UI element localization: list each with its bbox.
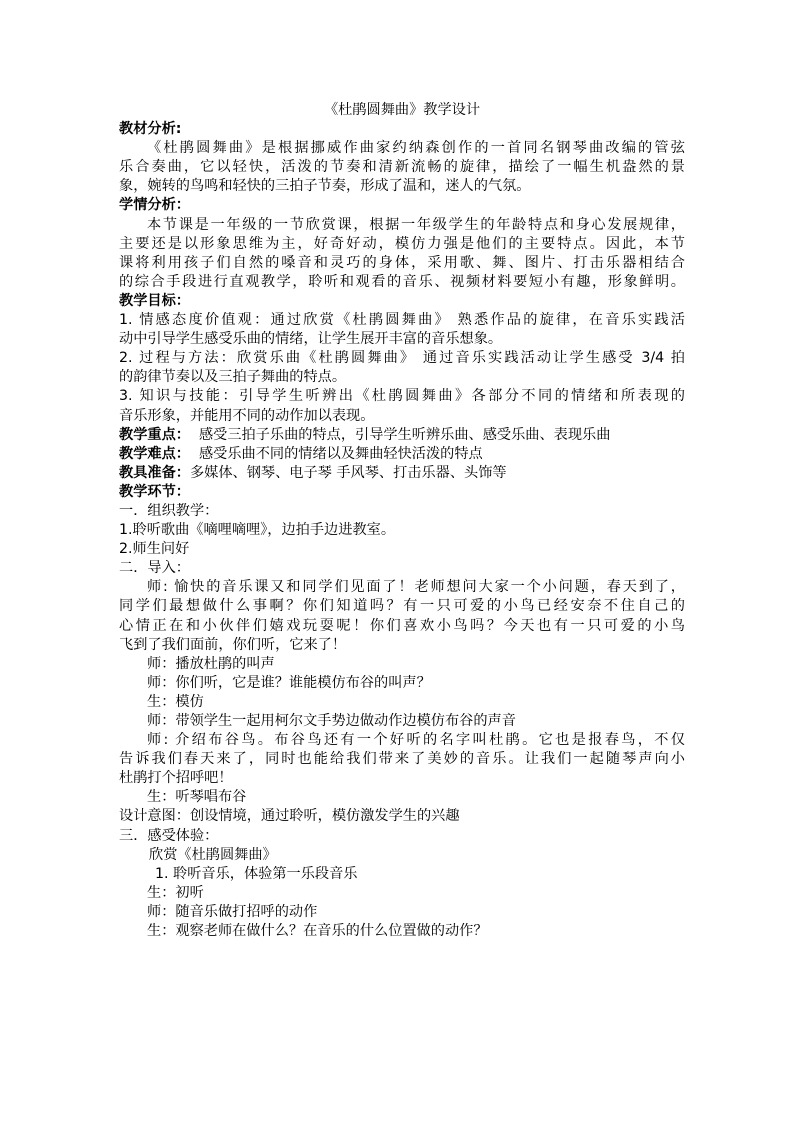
document-page: [119, 101, 685, 941]
text-line: 欣赏《杜鹃圆舞曲》: [149, 846, 277, 863]
section-text: 感受三拍子乐曲的特点，引导学生听辨乐曲、感受乐曲、表现乐曲: [189, 426, 611, 443]
text-line: 生：模仿: [147, 693, 204, 710]
text-line: 主要还是以形象思维为主，好奇好动，模仿力强是他们的主要特点。因此，本节: [119, 235, 685, 252]
text-line: 乐合奏曲，它以轻快，活泼的节奏和清新流畅的旋律，描绘了一幅生机盎然的景: [119, 159, 685, 176]
text-line: 三．感受体验：: [119, 827, 219, 844]
text-line: 2.师生问好: [119, 541, 190, 558]
text-line: 飞到了我们面前，你们听，它来了！: [119, 636, 347, 653]
text-line: 动中引导学生感受乐曲的情绪，让学生展开丰富的音乐想象。: [119, 331, 503, 348]
text-line: 二．导入：: [119, 560, 190, 577]
text-line: 象，婉转的鸟鸣和轻快的三拍子节奏，形成了温和，迷人的气氛。: [119, 178, 531, 195]
text-line: 本节课是一年级的一节欣赏课，根据一年级学生的年龄特点和身心发展规律，: [147, 216, 685, 233]
text-line: 1.聆听歌曲《嘀哩嘀哩》，边拍手边进教室。: [119, 522, 396, 539]
section-text: 多媒体、钢琴、电子琴 手风琴、打击乐器、头饰等: [189, 464, 507, 481]
text-line: 教学目标：: [119, 292, 190, 309]
text-line: [119, 426, 685, 445]
text-line: 同学们最想做什么事啊？你们知道吗？有一只可爱的小鸟已经安奈不住自己的: [119, 598, 685, 615]
text-line: 师: 愉快的音乐课又和同学们见面了！老师想问大家一个小问题，春天到了，: [147, 579, 685, 596]
text-line: 设计意图：创设情境，通过聆听，模仿激发学生的兴趣: [119, 808, 460, 825]
text-line: [119, 464, 685, 483]
section-label: 教具准备：: [119, 464, 190, 481]
text-line: 学情分析：: [119, 197, 190, 214]
section-text: 感受乐曲不同的情绪以及舞曲轻快活泼的特点: [189, 445, 483, 462]
text-line: 1. 情感态度价值观：通过欣赏《杜鹃圆舞曲》 熟悉作品的旋律，在音乐实践活: [119, 312, 685, 329]
text-line: 心情正在和小伙伴们嬉戏玩耍呢！你们喜欢小鸟吗？今天也有一只可爱的小鸟: [119, 617, 685, 634]
text-line: 的韵律节奏以及三拍子舞曲的特点。: [119, 369, 347, 386]
text-line: 生：听琴唱布谷: [147, 789, 247, 806]
text-line: 杜鹃打个招呼吧！: [119, 770, 233, 787]
text-line: 《杜鹃圆舞曲》是根据挪威作曲家约纳森创作的一首同名钢琴曲改编的管弦: [147, 140, 685, 157]
text-line: 师：带领学生一起用柯尔文手势边做动作边模仿布谷的声音: [147, 713, 516, 729]
document-title: 《杜鹃圆舞曲》教学设计: [323, 102, 481, 118]
text-line: 2. 过程与方法：欣赏乐曲《杜鹃圆舞曲》 通过音乐实践活动让学生感受 3/4 拍: [119, 350, 685, 367]
text-line: 教学环节：: [119, 483, 190, 500]
text-line: 的综合手段进行直观教学，聆听和观看的音乐、视频材料要短小有趣，形象鲜明。: [119, 273, 685, 290]
section-label: 教学难点：: [119, 445, 190, 462]
text-line: 生：观察老师在做什么？在音乐的什么位置做的动作？: [147, 923, 488, 940]
text-line: 告诉我们春天来了，同时也能给我们带来了美妙的音乐。让我们一起随琴声向小: [119, 751, 685, 768]
section-label: 教学重点：: [119, 426, 190, 443]
text-line: 课将利用孩子们自然的嗓音和灵巧的身体，采用歌、舞、图片、打击乐器相结合: [119, 254, 685, 271]
text-line: 师：播放杜鹃的叫声: [147, 655, 275, 672]
document-body: [119, 120, 685, 941]
text-line: 3. 知识与技能：引导学生听辨出《杜鹃圆舞曲》各部分不同的情绪和所表现的: [119, 388, 685, 405]
text-line: 音乐形象，并能用不同的动作加以表现。: [119, 407, 375, 424]
text-line: 师：随音乐做打招呼的动作: [147, 903, 318, 920]
text-line: 生：初听: [147, 884, 204, 901]
text-line: 一．组织教学：: [119, 502, 219, 519]
text-line: 教材分析:: [119, 121, 182, 138]
text-line: 1. 聆听音乐，体验第一乐段音乐: [155, 865, 358, 882]
text-line: [119, 445, 685, 464]
text-line: 师：你们听，它是谁？谁能模仿布谷的叫声？: [147, 674, 431, 691]
text-line: 师: 介绍布谷鸟。布谷鸟还有一个好听的名字叫杜鹃。它也是报春鸟，不仅: [147, 732, 685, 749]
